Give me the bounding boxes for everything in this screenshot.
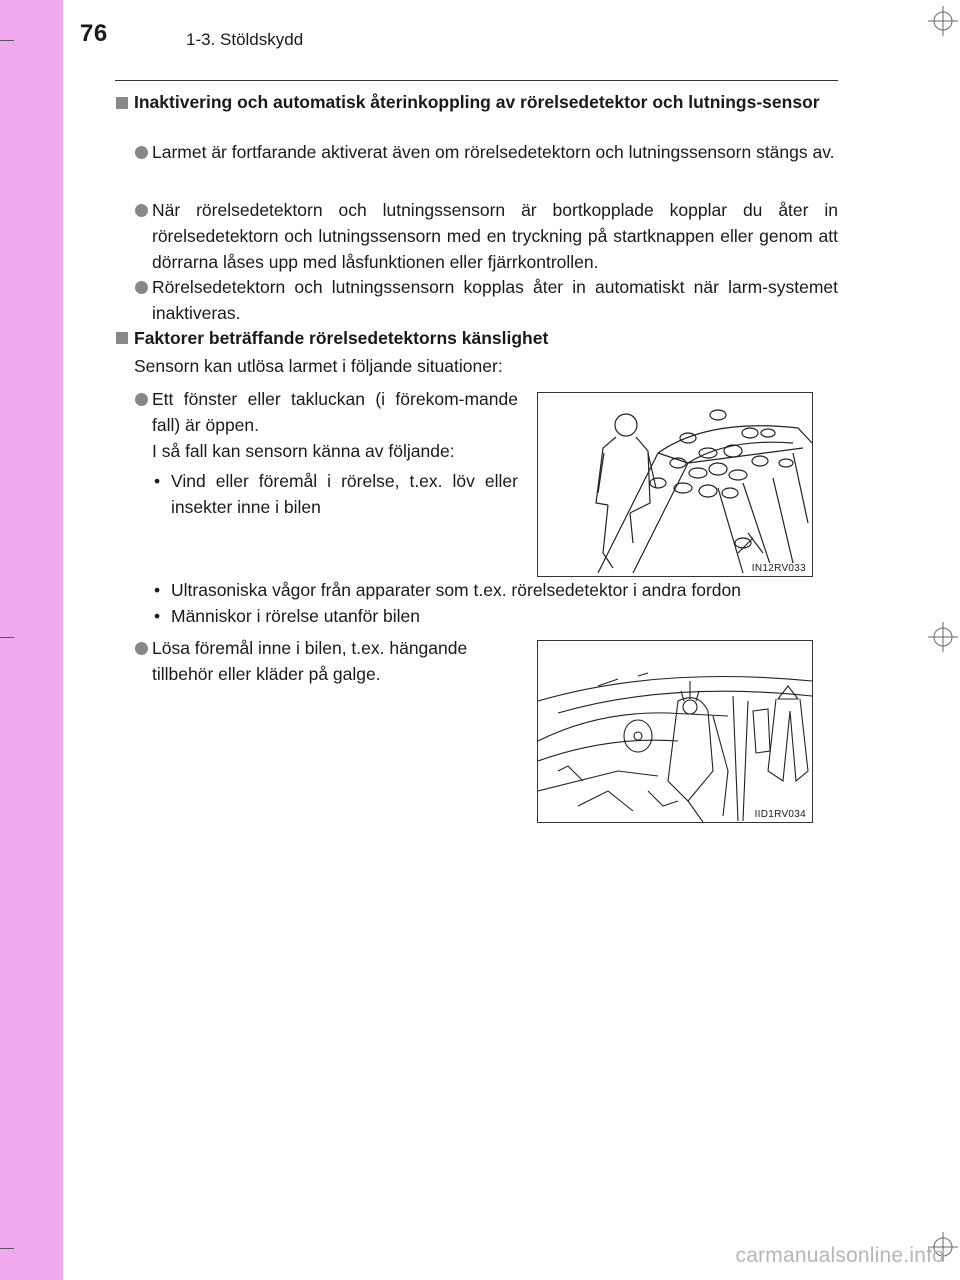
round-bullet-icon xyxy=(135,393,148,406)
sub-bullet-text: Människor i rörelse utanför bilen xyxy=(171,606,421,626)
crop-tick xyxy=(0,1248,14,1249)
figure-code: IN12RV033 xyxy=(751,563,806,574)
section-heading: Inaktivering och automatisk återinkoppling av rörelsedetektor och lutnings-sensor xyxy=(134,92,820,112)
round-bullet-icon xyxy=(135,204,148,217)
sub-bullet-text: Vind eller föremål i rörelse, t.ex. löv eller insekter inne i bilen xyxy=(171,471,518,517)
chapter-color-band xyxy=(0,0,63,1280)
square-bullet-icon xyxy=(116,97,128,109)
header-rule xyxy=(115,80,838,81)
bullet-text: När rörelsedetektorn och lutningssensorn är bortkopplade kopplar du åter in rörelsedetektorn och lutningssensorn med en tryckning på startknappen eller genom att dörrarna låses upp med låsfunktionen eller fjärrkontrollen. xyxy=(152,200,838,272)
crop-mark-icon xyxy=(928,6,958,36)
car-interior-icon xyxy=(538,641,812,822)
section-intro: Sensorn kan utlösa larmet i följande situationer: xyxy=(134,356,503,376)
bullet-text: Rörelsedetektorn och lutningssensorn kopplas åter in automatiskt när larm-systemet inaktiveras. xyxy=(152,277,838,323)
footer-watermark: carmanualsonline.info xyxy=(735,1244,944,1267)
crop-tick xyxy=(0,40,14,41)
square-bullet-icon xyxy=(116,332,128,344)
page-number: 76 xyxy=(80,20,108,47)
figure-code: IID1RV034 xyxy=(754,809,806,820)
crop-tick xyxy=(0,637,14,638)
crop-mark-icon xyxy=(928,622,958,652)
sub-bullet-marker: • xyxy=(154,471,161,491)
bullet-text: Lösa föremål inne i bilen, t.ex. hängande tillbehör eller kläder på galge. xyxy=(152,638,468,684)
section-title: 1-3. Stöldskydd xyxy=(186,30,304,49)
bullet-text-continuation: I så fall kan sensorn känna av följande: xyxy=(152,441,455,461)
car-interior-figure xyxy=(537,640,813,823)
sub-bullet-text: Ultrasoniska vågor från apparater som t.ex. rörelsedetektor i andra fordon xyxy=(171,580,742,600)
round-bullet-icon xyxy=(135,146,148,159)
sunroof-leaves-figure xyxy=(537,392,813,577)
section-heading: Faktorer beträffande rörelsedetektorns känslighet xyxy=(134,328,549,348)
round-bullet-icon xyxy=(135,642,148,655)
sub-bullet-marker: • xyxy=(154,606,161,626)
sunroof-leaves-icon xyxy=(538,393,812,576)
bullet-text: Larmet är fortfarande aktiverat även om rörelsedetektorn och lutningssensorn stängs av. xyxy=(152,142,835,162)
round-bullet-icon xyxy=(135,281,148,294)
sub-bullet-marker: • xyxy=(154,580,161,600)
bullet-text: Ett fönster eller takluckan (i förekom-mande fall) är öppen. xyxy=(152,389,518,435)
